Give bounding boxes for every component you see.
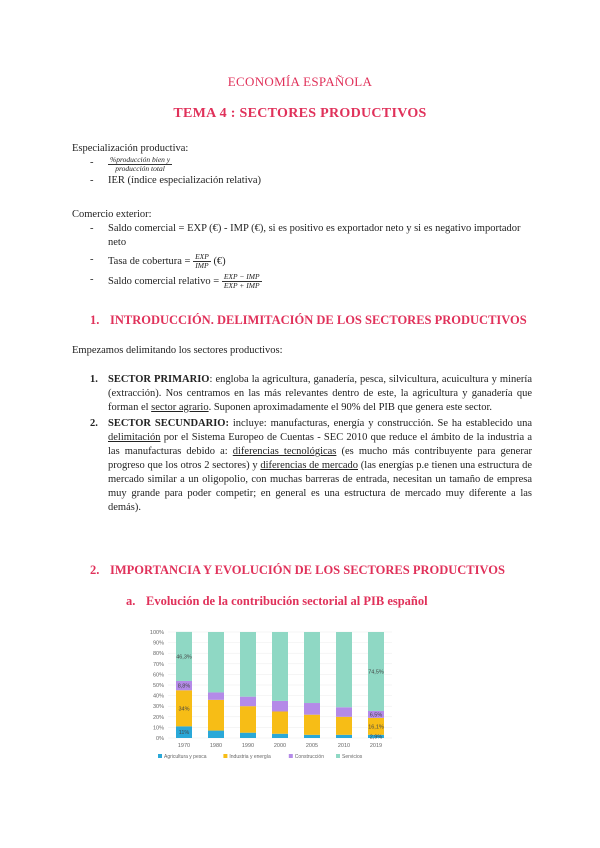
x-tick-label: 2005 [305,743,319,749]
y-tick-label: 40% [152,693,164,700]
data-label: 2,9% [369,734,383,741]
x-tick-label: 2000 [273,743,287,749]
data-label: 46,3% [176,654,192,661]
legend-swatch [158,754,162,758]
bar-segment [272,701,288,712]
section-1-intro: Empezamos delimitando los sectores productivos: [72,345,283,356]
topic-title: TEMA 4 : SECTORES PRODUCTIVOS [173,106,427,121]
data-label: 34% [178,706,190,713]
list-item-secondary: 2. SECTOR SECUNDARIO: incluye: manufacturas, energía y construcción. Se ha establecido una delimitación por el Sistema Europeo de Cuentas - SEC 2010 que reduce el ámbito de la industria a las manufacturas debido a: diferencias tecnológicas (es mucho más contribuyente para generar progreso que los otros 2 sectores) y diferencias de mercado (las energías p.e tienen una estructura de mercado similar a un oligopolio, con muchas barreras de entrada, necesitan un tamaño de empresa muy grande para poder competir; en general es una estructura de mercado muy diferente a las demás). [90,418,533,513]
legend-swatch [289,754,293,758]
sectors-block [72,373,532,515]
legend-swatch [336,754,340,758]
bar-segment [208,632,224,692]
y-tick-label: 30% [152,704,164,711]
x-tick-label: 1980 [209,743,223,749]
bar-segment [208,692,224,699]
list-item [72,222,532,250]
data-label: 11% [178,730,190,737]
list-item [72,273,532,290]
production-fraction: - $\frac{\text{\%producción bien y}}{\text{producción total}}$ [110,155,171,173]
bar-segment [240,632,256,697]
list-item [72,253,532,270]
x-tick-label: 1970 [177,743,191,749]
bar-segment [336,707,352,717]
doc-title: ECONOMÍA ESPAÑOLA [227,74,373,89]
balance-text: Saldo comercial = EXP (€) - IMP (€), si es positivo es exportador neto y si es negativo importador neto [108,223,521,248]
x-tick-label: 2010 [337,743,351,749]
y-tick-label: 10% [152,725,164,732]
specialization-list [72,156,532,188]
legend-label: Servicios [342,754,363,760]
relative-fraction: $\frac{\text{EXP − IMP}}{\text{EXP + IMP}}$ [223,272,260,290]
data-label: 8,8% [177,683,191,690]
bar-segment [336,717,352,735]
legend-label: Agricultura y pesca [164,754,207,760]
coverage-unit: (€) [213,255,226,267]
list-item [72,156,532,173]
bar-segment [272,734,288,738]
y-tick-label: 100% [149,630,164,636]
bar-segment [240,706,256,733]
bar-segment [208,700,224,731]
y-tick-label: 90% [152,640,164,647]
bar-segment [208,731,224,738]
trade-block [72,208,532,291]
sector-gdp-chart [140,624,400,764]
subsection-a-heading: a. Evolución de la contribución sectorial al PIB español [126,594,428,608]
y-tick-label: 0% [156,736,164,742]
bar-segment [336,735,352,738]
section-1-heading: 1. INTRODUCCIÓN. DELIMITACIÓN DE LOS SECTORES PRODUCTIVOS [90,313,527,327]
coverage-text: Tasa de cobertura = [108,255,191,267]
bar-segment [272,712,288,734]
section-2-heading: 2. IMPORTANCIA Y EVOLUCIÓN DE LOS SECTORES PRODUCTIVOS [90,563,505,577]
y-tick-label: 50% [152,683,164,689]
bar-segment [240,733,256,738]
bar-segment [272,632,288,701]
trade-list [72,222,532,290]
data-label: 74,5% [368,669,384,676]
data-label: 6,5% [369,712,383,719]
bar-segment [304,715,320,735]
specialization-label: Especialización productiva: [72,143,189,154]
data-label: 16,1% [368,724,384,731]
bar-segment [304,703,320,715]
y-tick-label: 70% [152,661,164,668]
legend-swatch [223,754,227,758]
ier-text: IER (índice especialización relativa) [108,175,262,186]
specialization-block [72,142,532,189]
bar-segment [240,697,256,707]
y-tick-label: 60% [152,672,164,679]
legend-label: Construcción [294,754,324,760]
y-tick-label: 80% [152,651,164,658]
list-item [72,174,532,188]
sectors-list [72,373,532,515]
list-item-primary: 1. SECTOR PRIMARIO: engloba la agricultura, ganadería, pesca, silvicultura, acuicultura y minería (extracción). Nos centramos en las más relevantes dentro de este, la agricultura y ganadería que forman el sector agrario. Suponen aproximadamente el 90% del PIB que genera este sector. [90,374,533,413]
bar-segment [336,632,352,707]
x-tick-label: 1990 [241,743,255,749]
y-tick-label: 20% [152,714,164,721]
trade-label: Comercio exterior: [72,209,152,220]
coverage-fraction: $\frac{\text{EXP}}{\text{IMP}}$ [195,252,209,270]
relative-text: Saldo comercial relativo = [108,275,220,287]
legend-label: Industria y energía [229,754,271,760]
bar-segment [304,735,320,738]
x-tick-label: 2019 [369,743,383,749]
bar-segment [304,632,320,703]
